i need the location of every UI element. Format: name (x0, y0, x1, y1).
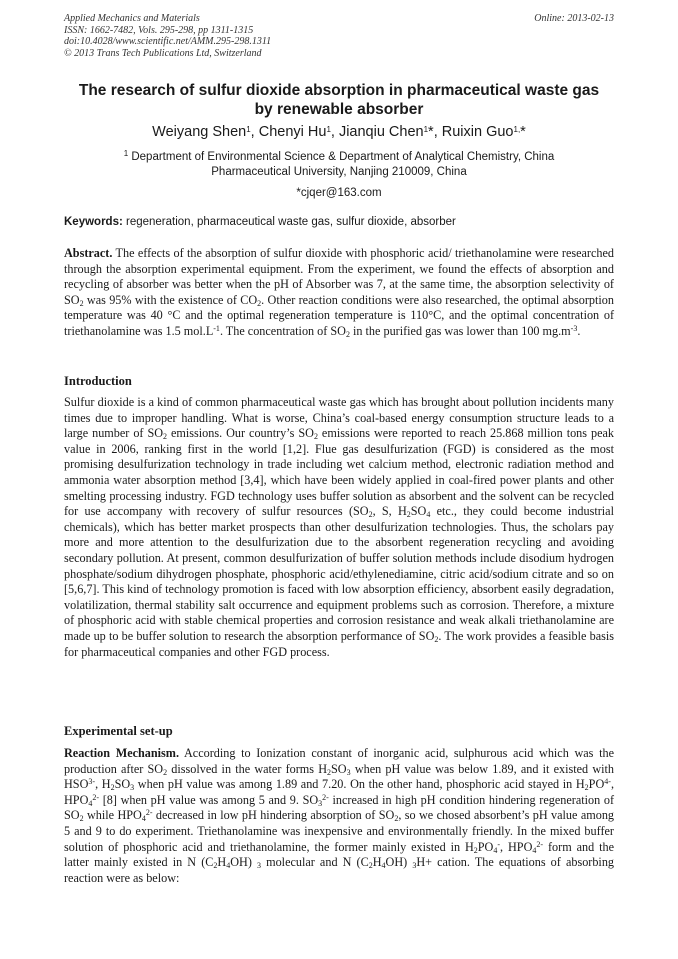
affiliation (64, 150, 614, 180)
journal-header (64, 13, 271, 59)
reaction-mechanism-paragraph: Reaction Mechanism. According to Ionization constant of inorganic acid, sulphurous acid which was the production after $SO_2$ dissolved in the water forms $H_2SO_3$ when pH value was below 1.89, and it existed with $HSO^{3-}$, $H_2SO_3$ when pH value was among 1.89 and 7.20. On the other hand, phosphoric acid stayed in $H_2PO^{4-}$, $HPO_4^{2-}$ [8] when pH value was among 5 and 9. $SO_3^{2-}$ increased in high pH condition hindering regeneration of $SO_2$ while $HPO_4^{2-}$ decreased in low pH hindering absorption of $SO_2$, so we chosed absorbent’s pH value among 5 and 9 to do experiment. Triethanolamine was inexpensive and environmentally friendly. In the mixed buffer solution of phosphoric acid and triethanolamine, the former mainly existed in $H_2PO_4^-$, $HPO_4^{2-}$ form and the latter mainly existed in N $(C_2H_4OH)$ $_3$ molecular and N $(C_2H_4OH)$ $_3$H+ cation. The equations of absorbing reaction were as below: (64, 746, 615, 885)
paper-title (64, 81, 614, 119)
author-3-star: * (428, 124, 434, 140)
abstract-paragraph: Abstract. The effects of the absorption of sulfur dioxide with phosphoric acid/ triethanolamine were researched through the absorption experimental equipment. From the experiment, we found the effects of absorption and recycling of absorber was better when the pH of Absorber was 7, at the same time, the absorption selectivity of $SO_2$ was 95% with the existence of $CO_2$. Other reaction conditions were also researched, the optimal absorption temperature was 40 °C and the optimal regeneration temperature is 110°C, and the optimal concentration of triethanolamine was 1.5 $mol.L^{-1}$. The concentration of $SO_2$ in the purified gas was lower than 100 $mg.m^{-3}$. (64, 246, 614, 339)
affiliation-sup: 1 (123, 149, 129, 158)
author-4: , Ruixin Guo (433, 124, 514, 140)
introduction-paragraph: Sulfur dioxide is a kind of common pharmaceutical waste gas which has brought about pollution incidents many times due to improper handling. What is worse, China’s coal-based energy consumption structure leads to a large number of $SO_2$ emissions. Our country’s $SO_2$ emissions were reported to reach 25.868 million tons peak value in 2006, ranking first in the world [1,2]. Flue gas desulfurization (FGD) is considered as the most promising desulfurization technology in trade including wet calcium method, electronic radiation method and ammonia water absorption method [3,4], which have been widely applied in coal-fired power plants and other smelting processing industry. FGD technology uses buffer solution as absorbent and the solvent can be recycled for use accompany with recovery of sulfur resources ($SO_2$, S, $H_2SO_4$ etc., they could become industrial chemicals), which has better market prospects than other desulfurization technologies. Thus, the scholars pay more and more attention to the desulfurization due to the absorbent regeneration recycling and avoiding secondary pollution. At present, common desulfurization of buffer solution methods include disodium hydrogen phosphate/sodium dihydrogen phosphate, phosphoric acid/ethylenediamine, citric acid/sodium citrate and so on [5,6,7]. This kind of technology promotion is faced with low absorption efficiency, absorbent easily degradation, volatilization, thermal stability salt occurrence and equipment problems such as corrosion. Therefore, a mixture of phosphoric acid with stable chemical properties and corrosion resistance and weak alkali triethanolamine are made up to be buffer solution to research the absorption performance of $SO_2$. The work provides a feasible basis for pharmaceutical companies and other FGD process. (64, 395, 614, 659)
doi: doi:10.4028/www.scientific.net/AMM.295-298.1311 (64, 36, 272, 47)
author-3: , Jianqiu Chen (330, 124, 424, 140)
author-1-sup: 1 (246, 125, 251, 134)
author-2-sup: 1 (326, 125, 331, 134)
keywords (64, 216, 614, 228)
author-list (64, 124, 614, 140)
author-3-sup: 1 (423, 125, 429, 134)
affiliation-line-2: Pharmaceutical University, Nanjing 210009, China (211, 166, 467, 178)
author-2: , Chenyi Hu (250, 124, 327, 140)
title-line-1: The research of sulfur dioxide absorption in pharmaceutical waste gas (78, 82, 600, 99)
affiliation-line-1: Department of Environmental Science & Department of Analytical Chemistry, China (128, 151, 555, 163)
online-date: Online: 2013-02-13 (534, 13, 614, 24)
introduction-heading: Introduction (64, 374, 132, 388)
author-1: Weiyang Shen (152, 124, 247, 140)
author-4-sup: 1, (513, 125, 521, 134)
author-4-star: * (520, 124, 526, 140)
title-line-2: by renewable absorber (254, 101, 424, 118)
email-link[interactable]: *cjqer@163.com (296, 187, 382, 199)
abstract-label: Abstract. (64, 246, 113, 260)
issn: ISSN: 1662-7482, Vols. 295-298, pp 1311-1315 (64, 24, 254, 36)
keywords-label: Keywords: (64, 216, 123, 228)
copyright: © 2013 Trans Tech Publications Ltd, Switzerland (64, 47, 262, 59)
experimental-heading: Experimental set-up (64, 724, 173, 738)
keywords-text: regeneration, pharmaceutical waste gas, sulfur dioxide, absorber (122, 216, 456, 228)
journal-name: Applied Mechanics and Materials (64, 13, 200, 24)
reaction-mechanism-label: Reaction Mechanism. (64, 746, 179, 760)
